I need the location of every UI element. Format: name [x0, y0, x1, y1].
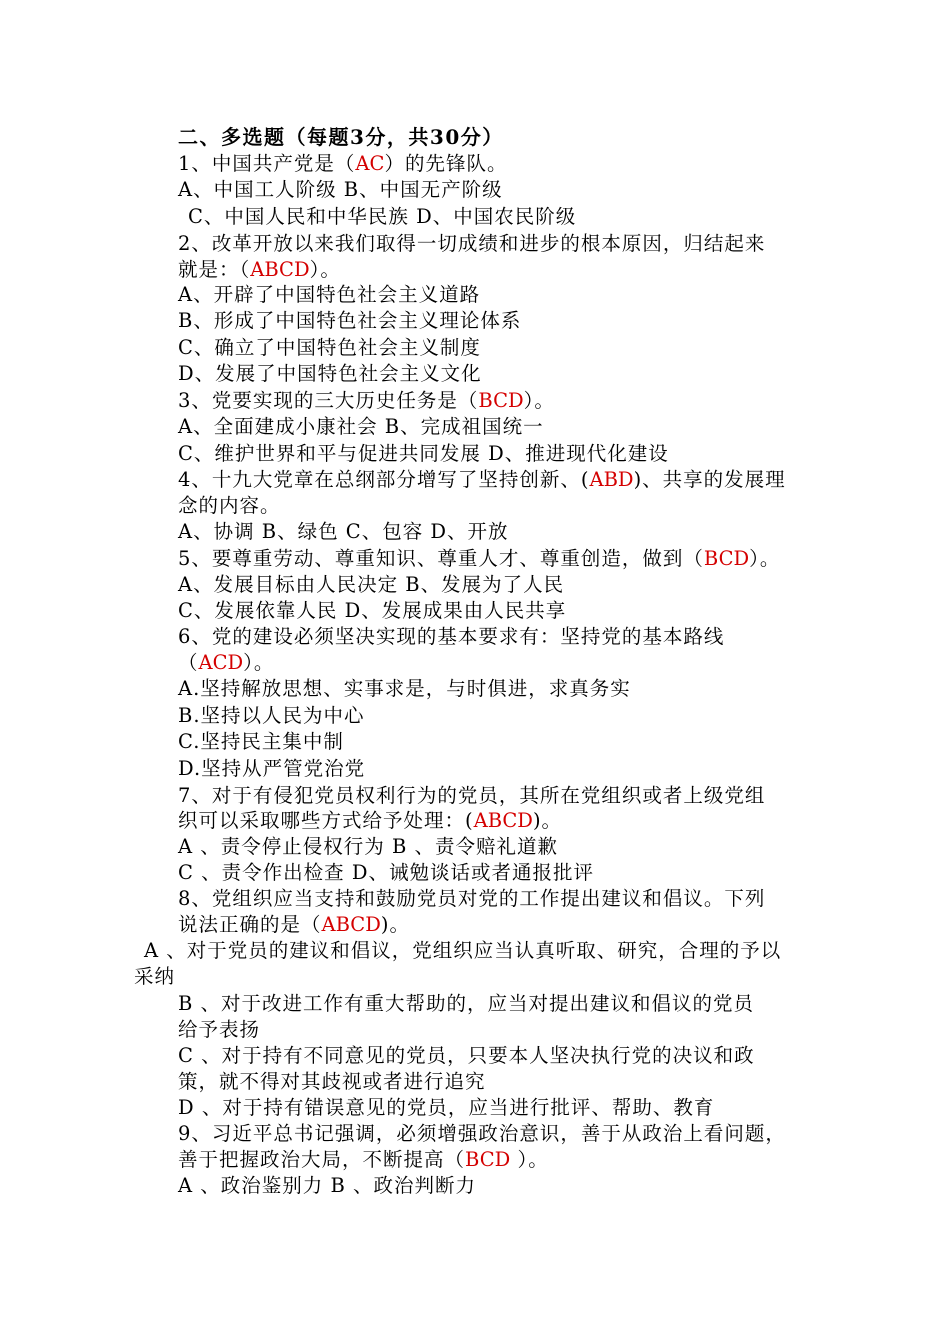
text-line: A、开辟了中国特色社会主义道路 — [178, 283, 481, 306]
answer-key: AC — [355, 152, 385, 175]
text-line: 6、党的建设必须坚决实现的基本要求有：坚持党的基本路线 — [178, 625, 725, 648]
text-line — [178, 546, 780, 572]
text-segment: ）。 — [749, 547, 781, 570]
text-line: A 、对于党员的建议和倡议，党组织应当认真听取、研究，合理的予以 — [144, 939, 782, 962]
text-line: 念的内容。 — [178, 494, 281, 517]
text-segment: （ — [178, 651, 199, 674]
text-line: 9、习近平总书记强调，必须增强政治意识，善于从政治上看问题， — [178, 1122, 786, 1145]
text-line: B、形成了中国特色社会主义理论体系 — [178, 309, 522, 332]
text-line: C、确立了中国特色社会主义制度 — [178, 336, 481, 359]
text-segment: ）。 — [523, 389, 555, 412]
text-line: 8、党组织应当支持和鼓励党员对党的工作提出建议和倡议。下列 — [178, 887, 766, 910]
answer-key: ACD — [198, 651, 244, 674]
text-segment: 4、十九大党章在总纲部分增写了坚持创新、( — [178, 468, 590, 491]
text-segment: 织可以采取哪些方式给予处理：( — [178, 809, 474, 832]
answer-key: ABCD — [473, 809, 533, 832]
text-line: C 、责令作出检查 D、诫勉谈话或者通报批评 — [178, 861, 594, 884]
text-line: B 、对于改进工作有重大帮助的，应当对提出建议和倡议的党员 — [178, 992, 755, 1015]
text-line: A 、责令停止侵权行为 B 、责令赔礼道歉 — [178, 835, 559, 858]
text-line — [178, 650, 274, 676]
text-line: D 、对于持有错误意见的党员，应当进行批评、帮助、教育 — [178, 1096, 715, 1119]
answer-key: ABCD — [321, 913, 381, 936]
text-line: C、发展依靠人民 D、发展成果由人民共享 — [178, 599, 567, 622]
text-line: A、全面建成小康社会 B、完成祖国统一 — [178, 415, 544, 438]
text-line — [178, 388, 555, 414]
text-line: C.坚持民主集中制 — [178, 730, 344, 753]
answer-key: BCD — [478, 389, 524, 412]
text-segment: ）。 — [510, 1148, 549, 1171]
text-line — [178, 808, 562, 834]
text-segment: 善于把握政治大局，不断提高（ — [178, 1148, 466, 1171]
text-line — [178, 467, 786, 493]
text-line: D、发展了中国特色社会主义文化 — [178, 362, 482, 385]
text-segment: 1、中国共产党是（ — [178, 152, 356, 175]
text-line: A.坚持解放思想、实事求是，与时俱进，求真务实 — [178, 677, 631, 700]
text-line: A、中国工人阶级 B、中国无产阶级 — [178, 178, 503, 201]
answer-key: ABCD — [250, 258, 310, 281]
text-segment: ）的先锋队。 — [384, 152, 508, 175]
text-line: A、发展目标由人民决定 B、发展为了人民 — [178, 573, 565, 596]
text-line: 2、改革开放以来我们取得一切成绩和进步的根本原因，归结起来 — [178, 232, 766, 255]
text-segment: ）。 — [309, 258, 341, 281]
text-line: C、中国人民和中华民族 D、中国农民阶级 — [188, 205, 577, 228]
text-segment: 说法正确的是（ — [178, 913, 322, 936]
text-line: A 、政治鉴别力 B 、政治判断力 — [178, 1174, 477, 1197]
text-line: C 、对于持有不同意见的党员，只要本人坚决执行党的决议和政 — [178, 1044, 755, 1067]
answer-key: ABD — [589, 468, 634, 491]
text-segment: )、共享的发展理 — [633, 468, 786, 491]
text-segment: 就是：（ — [178, 258, 251, 281]
section-heading: 二、多选题（每题3分，共30分） — [178, 125, 504, 149]
text-segment: 5、要尊重劳动、尊重知识、尊重人才、尊重创造，做到（ — [178, 547, 704, 570]
text-line: D.坚持从严管党治党 — [178, 757, 366, 780]
text-line: A、协调 B、绿色 C、包容 D、开放 — [178, 520, 509, 543]
text-segment: ）。 — [243, 651, 275, 674]
text-line — [178, 912, 410, 938]
answer-key: BCD — [465, 1148, 511, 1171]
text-line: B.坚持以人民为中心 — [178, 704, 365, 727]
text-line: C、维护世界和平与促进共同发展 D、推进现代化建设 — [178, 442, 669, 465]
text-line: 策，就不得对其歧视或者进行追究 — [178, 1070, 486, 1093]
text-line — [178, 257, 341, 283]
text-segment: )。 — [532, 809, 563, 832]
text-segment: )。 — [380, 913, 410, 936]
text-line: 7、对于有侵犯党员权利行为的党员，其所在党组织或者上级党组 — [178, 784, 766, 807]
text-line — [178, 1147, 549, 1173]
text-segment: 3、党要实现的三大历史任务是（ — [178, 389, 479, 412]
answer-key: BCD — [703, 547, 750, 570]
text-line — [178, 151, 507, 177]
text-line: 采纳 — [134, 965, 176, 988]
text-line: 给予表扬 — [178, 1018, 261, 1041]
